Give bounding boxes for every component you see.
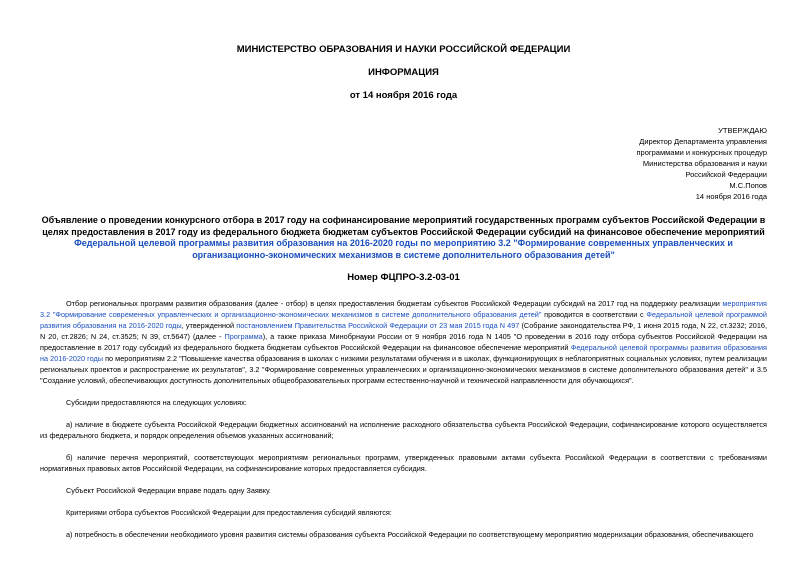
ministry-heading: МИНИСТЕРСТВО ОБРАЗОВАНИЯ И НАУКИ РОССИЙСКОЙ ФЕДЕРАЦИИ	[236, 44, 571, 55]
paragraph-5: Субъект Российской Федерации вправе подать одну Заявку.	[66, 486, 271, 495]
paragraph-2: Субсидии предоставляются на следующих условиях:	[66, 398, 247, 407]
approval-block	[637, 125, 768, 202]
text-run: проводится в соответствии с	[541, 310, 647, 319]
approval-line: УТВЕРЖДАЮ	[718, 126, 767, 135]
approval-line: программами и конкурсных процедур	[636, 148, 767, 157]
text-run: , утвержденной	[181, 321, 237, 330]
paragraph-3: а) наличие в бюджете субъекта Российской Федерации бюджетных ассигнований на исполнение расходного обязательства субъекта Российской Федерации, софинансирование которого осуществляется из федерального бюджета, и порядок определения объемов указанных ассигнований;	[40, 420, 767, 440]
program-link[interactable]: Федеральной целевой программой развития образования на 2016-2020 годы	[40, 310, 767, 330]
paragraph-7: а) потребность в обеспечении необходимого уровня развития системы образования субъекта Российской Федерации по соответствующему мероприятию модернизации образования, обеспечивающего	[66, 530, 754, 539]
paragraph-6: Критериями отбора субъектов Российской Федерации для предоставления субсидий являются:	[66, 508, 392, 517]
approval-line: М.С.Попов	[729, 181, 767, 190]
announcement-number: Номер ФЦПРО-3.2-03-01	[347, 272, 460, 283]
approval-line: Российской Федерации	[685, 170, 767, 179]
approval-line: Министерства образования и науки	[642, 159, 767, 168]
title-program-link[interactable]: Федеральной целевой программы развития образования на 2016-2020 годы по мероприятию 3.2 "Формирование современных управленческих и организационно-экономических механизмов в системе дополнительного образования детей"	[74, 238, 733, 260]
program-link-2[interactable]: Федеральной целевой программы развития образования на 2016-2020 годы	[40, 343, 767, 363]
doc-type-heading: ИНФОРМАЦИЯ	[368, 67, 439, 78]
text-run: по мероприятиям 2.2 "Повышение качества образования в школах с низкими результатами обучения и в школах, функционирующих в неблагоприятных социальных условиях, путем реализации региональных проектов и распространение их результатов", 3.2 "Формирование современных управленческих и организационно-экономических механизмов в системе дополнительного образования детей" и 3.5 "Создание условий, обеспечивающих доступность дополнительных общеобразовательных программ естественно-научной и технической направленности для обучающихся".	[40, 354, 767, 385]
approval-line: Директор Департамента управления	[639, 137, 767, 146]
paragraph-4: б) наличие перечня мероприятий, соответствующих мероприятиям региональных программ, утвержденных правовыми актами субъекта Российской Федерации в соответствии с требованиями нормативных правовых актов Российской Федерации, на софинансирование которых предоставляется субсидия.	[40, 453, 767, 473]
measure-link[interactable]: мероприятия 3.2 "Формирование современных управленческих и организационно-экономических механизмов в системе дополнительного образования детей"	[40, 299, 767, 319]
programma-link[interactable]: Программа	[224, 332, 263, 341]
doc-date: от 14 ноября 2016 года	[349, 90, 458, 101]
document-body	[40, 298, 767, 551]
text-run: Отбор региональных программ развития образования (далее - отбор) в целях предоставления бюджетам субъектов Российской Федерации субсидий на 2017 год на поддержку реализации	[66, 299, 723, 308]
paragraph-1	[40, 298, 767, 386]
approval-line: 14 ноября 2016 года	[695, 192, 767, 201]
text-run: ), а также приказа Минобрнауки России от 9 ноября 2016 года N 1405 "О проведении в 2016 году отбора субъектов Российской Федерации на предоставление в 2017 году субсидий из федерального бюджета бюджетам субъектов Российской Федерации на финансовое обеспечение мероприятий	[40, 332, 767, 352]
resolution-link[interactable]: постановлением Правительства Российской Федерации от 23 мая 2015 года N 497	[236, 321, 520, 330]
announcement-title	[40, 215, 767, 261]
title-text: Объявление о проведении конкурсного отбора в 2017 году на софинансирование мероприятий государственных программ субъектов Российской Федерации в целях предоставления в 2017 году из федерального бюджета бюджетам субъектов Российской Федерации субсидий на финансовое обеспечение мероприятий	[41, 215, 766, 237]
text-run: (Собрание законодательства РФ, 1 июня 2015 года, N 22, ст.3232; 2016, N 20, ст.2826; N 24, ст.3525; N 39, ст.5647) (далее -	[40, 321, 767, 341]
